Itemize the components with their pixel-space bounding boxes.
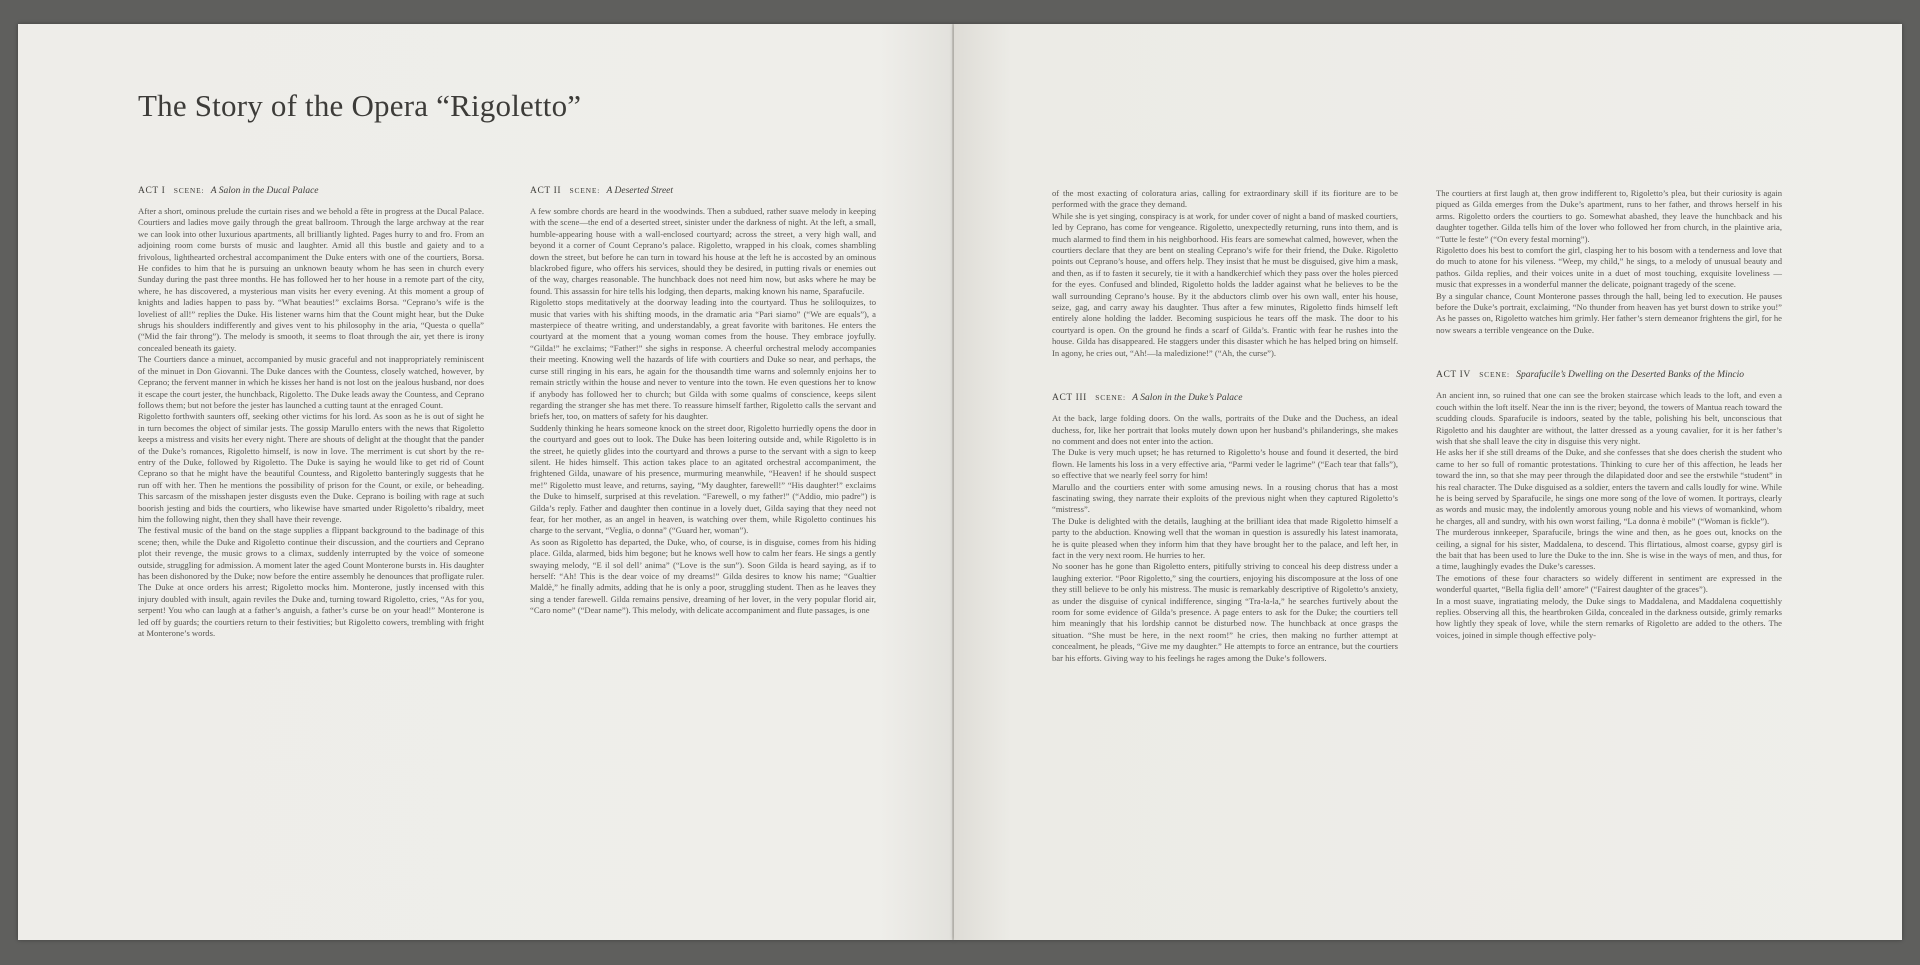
act-3-heading (1052, 393, 1398, 403)
paragraph: No sooner has he gone than Rigoletto enters, pitifully striving to conceal his deep distress under a laughing exterior. “Poor Rigoletto,” sing the courtiers, enjoying his discomposure at the loss of one they still believe to be only his mistress. The music is remarkably descriptive of Rigoletto’s anxiety, as under the disguise of cynical indifference, singing “Tra-la-la,” he searches furtively about the room for some evidence of Gilda’s presence. A page enters to ask for the Duke; the courtiers tell him meaningly that his lordship cannot be disturbed now. The hunchback at once grasps the situation. “She must be here, in the next room!” he cries, then making no further attempt at concealment, he pleads, “Give me my daughter.” He attempts to force an entrance, but the courtiers bar his efforts. Giving way to his feelings he rages among the Duke’s followers. (1052, 561, 1398, 663)
left-page (18, 24, 954, 940)
page-title: The Story of the Opera “Rigoletto” (138, 88, 582, 123)
paragraph: At the back, large folding doors. On the walls, portraits of the Duke and the Duchess, an ideal duchess, for, like her portrait that looks mutely down upon her husband’s philanderings, she makes no comment and does not enter into the action. (1052, 413, 1398, 446)
column-act-2-3 (1052, 188, 1398, 664)
scene-label: SCENE: (1479, 370, 1510, 380)
column-act-2 (530, 186, 876, 617)
album-spread (18, 24, 1902, 940)
paragraph: As soon as Rigoletto has departed, the Duke, who, of course, is in disguise, comes from his hiding place. Gilda, alarmed, bids him begone; but he knows well how to calm her fears. He sings a gently swaying melody, “E il sol dell’ anima” (“Love is the sun”). Soon Gilda is heard saying, as if to herself: “Ah! This is the dear voice of my dreams!” Gilda desires to know his name; “Gualtier Maldè,” he finally admits, adding that he is only a poor, struggling student. Then as he leaves they sing a tender farewell. Gilda remains pensive, dreaming of her lover, in the very popular florid air, “Caro nome” (“Dear name”). This melody, with delicate accompaniment and flute passages, is one (530, 536, 876, 616)
paragraph: Rigoletto forthwith saunters off, seeking other victims for his lord. As soon as he is out of sight he in turn becomes the object of similar jests. The gossip Marullo enters with the news that Rigoletto keeps a mistress and visits her every night. There are shouts of delight at the thought that the pander of the Duke’s romances, Rigoletto himself, is now in love. The merriment is cut short by the re-entry of the Duke, followed by Rigoletto. The Duke is saying he would like to get rid of Count Ceprano so that he might have the beautiful Countess, and Rigoletto banteringly suggests that he run off with her. Then he mentions the possibility of prison for the Count, or exile, or beheading. This sarcasm of the misshapen jester disgusts even the Duke. Ceprano is boiling with rage at such boorish jesting and bids the courtiers, who likewise have smarted under Rigoletto’s ribaldry, meet him the following night, then they shall have their revenge. (138, 411, 484, 524)
scene-place: A Salon in the Duke’s Palace (1132, 393, 1243, 404)
paragraph: The Duke is very much upset; he has returned to Rigoletto’s house and found it deserted, the bird flown. He laments his loss in a very effective aria, “Parmi veder le lagrime” (“Each tear that falls”), so effective that we nearly feel sorry for him! (1052, 447, 1398, 481)
act-label: ACT IV (1436, 370, 1471, 381)
paragraph: Marullo and the courtiers enter with some amusing news. In a rousing chorus that has a most fascinating swing, they narrate their exploits of the previous night when they captured Rigoletto’s “mistress”. (1052, 481, 1398, 515)
act-label: ACT I (138, 186, 166, 196)
scene-place: A Deserted Street (606, 186, 674, 196)
right-page (954, 24, 1902, 940)
paragraph: By a singular chance, Count Monterone passes through the hall, being led to execution. He pauses before the Duke’s portrait, exclaiming, “No thunder from heaven has yet burst down to strike you!” As he passes on, Rigoletto watches him grimly. Her father’s stern demeanor frightens the girl, for he now swears a terrible vengeance on the Duke. (1436, 290, 1782, 335)
paragraph: The Duke is delighted with the details, laughing at the brilliant idea that made Rigoletto himself a party to the abduction. Knowing well that the woman in question is assuredly his latest inamorata, he is quite pleased when they inform him that they have brought her to the palace, and left her, in fact in the very next room. He hurries to her. (1052, 515, 1398, 560)
scene-place: Sparafucile’s Dwelling on the Deserted Banks of the Mincio (1516, 370, 1745, 381)
paragraph: A few sombre chords are heard in the woodwinds. Then a subdued, rather suave melody in keeping with the scene—the end of a deserted street, sinister under the darkness of night. At the left, a small, humble-appearing house with a wall-enclosed courtyard; across the street, a very high wall, and beyond it a corner of Count Ceprano’s palace. Rigoletto, wrapped in his cloak, comes shambling down the street, but before he can turn in toward his house at the left he is accosted by an ominous blackrobed figure, who offers his services, should they be desired, in putting rivals or enemies out of the way, charges reasonable. The hunchback does not need him now, but asks where he may be found. This assassin for hire tells his lodging, then departs, making known his name, Sparafucile. (530, 206, 876, 296)
paragraph: He asks her if she still dreams of the Duke, and she confesses that she does cherish the student who came to her so full of romantic protestations. Thinking to cure her of this affection, he leads her toward the inn, so that she may peer through the dilapidated door and see the erstwhile “student” in his real character. The Duke disguised as a soldier, enters the tavern and calls loudly for wine. While he is being served by Sparafucile, he sings one more song of the love of women. It portrays, clearly as words and music may, the indolently amorous young noble and his views of womankind, whom he charges, all and sundry, with his own worst failing, “La donna è mobile” (“Woman is fickle”). (1436, 447, 1782, 526)
scene-place: A Salon in the Ducal Palace (210, 186, 319, 196)
paragraph: In a most suave, ingratiating melody, the Duke sings to Maddalena, and Maddalena coquettishly replies. Observing all this, the heartbroken Gilda, concealed in the darkness outside, grimly remarks how lightly they speak of love, while the stern remarks of Rigoletto are added to the others. The voices, joined in simple though effective poly- (1436, 595, 1782, 640)
scene-label: SCENE: (1095, 393, 1126, 403)
paragraph: After a short, ominous prelude the curtain rises and we behold a fête in progress at the Ducal Palace. Courtiers and ladies move gaily through the great ballroom. Through the large archway at the rear we can look into other luxurious apartments, all brilliantly lighted. Pages hurry to and fro. From an adjoining room come bursts of music and laughter. Amid all this bustle and gaiety and to a frivolous, lighthearted orchestral accompaniment the Duke enters with one of the courtiers, Borsa. He confides to him that he is pursuing an unknown beauty whom he has seen in church every Sunday during the past three months. He has followed her to her house in a remote part of the city, where, he has discovered, a mysterious man visits her every evening. At this moment a group of knights and ladies happen to pass by. “What beauties!” exclaims Borsa. “Ceprano’s wife is the loveliest of all!” replies the Duke. His listener warns him that the Count might hear, but the Duke shrugs his shoulders indifferently and gives vent to his philosophy in the aria, “Questa o quella” (“Mid the fair throng”). The melody is smooth, it seems to float through the air, yet there is irony concealed beneath its gaiety. (138, 206, 484, 353)
act-1-heading (138, 186, 484, 196)
paragraph: The murderous innkeeper, Sparafucile, brings the wine and then, as he goes out, knocks on the ceiling, a signal for his sister, Maddalena, to descend. This flirtatious, almost coarse, gypsy girl is the bait that has been used to lure the Duke to the inn. She is wise in the ways of men, and thus, for a time, laughingly evades the Duke’s caresses. (1436, 527, 1782, 572)
scene-label: SCENE: (173, 186, 205, 195)
column-act-1 (138, 186, 484, 639)
act-4-heading (1436, 370, 1782, 380)
paragraph: The emotions of these four characters so widely different in sentiment are expressed in the wonderful quartet, “Bella figlia dell’ amore” (“Fairest daughter of the graces”). (1436, 572, 1782, 595)
scene-label: SCENE: (569, 186, 601, 195)
paragraph: The Courtiers dance a minuet, accompanied by music graceful and not inappropriately reminiscent of the minuet in Don Giovanni. The Duke dances with the Countess, closely watched, however, by Ceprano; the fervent manner in which he kisses her hand is not lost on the jealous husband, nor does it escape the court jester, the hunchback, Rigoletto. The Duke leads away the Countess, and Ceprano follows them; but not before the jester has launched a cutting taunt at the enraged Count. (138, 354, 484, 410)
paragraph: The courtiers at first laugh at, then grow indifferent to, Rigoletto’s plea, but their curiosity is again piqued as Gilda emerges from the Duke’s apartment, runs to her father, and throws herself in his arms. Rigoletto orders the courtiers to go. Somewhat abashed, they leave the hunchback and his daughter together. Gilda tells him of the lover who followed her from church, in the plaintive aria, “Tutte le feste” (“On every festal morning”). (1436, 188, 1782, 244)
paragraph: While she is yet singing, conspiracy is at work, for under cover of night a band of masked courtiers, led by Ceprano, has come for vengeance. Rigoletto, unexpectedly returning, runs into them, and is much alarmed to find them in his neighborhood. His fears are somewhat calmed, however, when the courtiers declare that they are bent on stealing Ceprano’s wife for their friend, the Duke. Rigoletto points out Ceprano’s house, and offers help. They insist that he must be disguised, give him a mask, and then, as if to fasten it securely, tie it with a handkerchief which they pass over the holes pierced for the eyes. Confused and blinded, Rigoletto holds the ladder against what he believes to be the wall surrounding Ceprano’s house. By it the abductors climb over his own wall, enter his house, seize, gag, and carry away his daughter. Thus after a few minutes, Rigoletto finds himself left entirely alone holding the ladder. Becoming suspicious he tears off the mask. The door to his courtyard is open. On the ground he finds a scarf of Gilda’s. Frantic with fear he rushes into the house. Gilda has disappeared. He staggers under this disaster which he has helped bring on himself. In agony, he cries out, “Ah!—la maledizione!” (“Ah, the curse”). (1052, 210, 1398, 358)
paragraph: The festival music of the band on the stage supplies a flippant background to the badinage of this scene; then, while the Duke and Rigoletto continue their discussion, and the courtiers and Ceprano plot their revenge, the music grows to a climax, suddenly interrupted by the voice of someone outside, struggling for admission. A moment later the aged Count Monterone bursts in. His daughter has been dishonored by the Duke; now before the entire assembly he denounces that profligate ruler. The Duke at once orders his arrest; Rigoletto mocks him. Monterone, justly incensed with this injury doubled with insult, again reviles the Duke and, turning toward Rigoletto, cries, “As for you, serpent! You who can laugh at a father’s anguish, a father’s curse be on your head!” Monterone is led off by guards; the courtiers return to their festivities; but Rigoletto cowers, trembling with fright at Monterone’s words. (138, 525, 484, 639)
paragraph: Rigoletto does his best to comfort the girl, clasping her to his bosom with a tenderness and love that do much to atone for his vileness. “Weep, my child,” he sings, to a melody of unusual beauty and pathos. Gilda replies, and their voices unite in a duet of most touching, exquisite loveliness — music that expresses in a wonderful manner the delicate, poignant tragedy of the scene. (1436, 245, 1782, 290)
paragraph: of the most exacting of coloratura arias, calling for extraordinary skill if its fioriture are to be performed with the grace they demand. (1052, 188, 1398, 210)
act-2-heading (530, 186, 876, 196)
paragraph: Suddenly thinking he hears someone knock on the street door, Rigoletto hurriedly opens the door in the courtyard and goes out to look. The Duke has been loitering outside and, while Rigoletto is in the street, he quietly glides into the courtyard and throws a purse to the servant with a sign to keep silent. He hides himself. This action takes place to an agitated orchestral accompaniment, the frightened Gilda, unaware of his presence, murmuring meanwhile, “Heaven! if he should suspect me!” Rigoletto must leave, and returns, saying, “My daughter, farewell!” “His daughter!” exclaims the Duke to himself, surprised at this revelation. “Farewell, o my father!” (“Addio, mio padre”) is Gilda’s reply. Father and daughter then continue in a lovely duet, Gilda saying that they need not fear, for her mother, as an angel in heaven, is watching over them, while Rigoletto continues his charge to the servant, “Veglia, o donna” (“Guard her, woman”). (530, 422, 876, 536)
paragraph: Rigoletto stops meditatively at the doorway leading into the courtyard. Thus he soliloquizes, to music that varies with his shifting moods, in the dramatic aria “Pari siamo” (“We are equals”), a masterpiece of theatre writing, and understandably, a great favorite with baritones. He enters the courtyard at the moment that a young woman comes from the house. They embrace joyfully. “Gilda!” he exclaims; “Father!” she sighs in response. A cheerful orchestral melody accompanies their meeting. Knowing well the hazards of life with courtiers and Duke so near, and perhaps, the curse still ringing in his ears, he again for the thousandth time warns and solemnly enjoins her to remain strictly within the house and never to venture into the town. He even questions her to know if anybody has followed her to church; but Gilda with some qualms of conscience, keeps silent regarding the stranger she has met there. To reassure himself farther, Rigoletto calls the servant and briefs her, too, on matters of safety for his daughter. (530, 297, 876, 422)
act-label: ACT III (1052, 393, 1087, 404)
column-act-3-4 (1436, 188, 1782, 641)
paragraph: An ancient inn, so ruined that one can see the broken staircase which leads to the loft, and even a couch within the loft itself. Near the inn is the river; beyond, the towers of Mantua reach toward the scudding clouds. Sparafucile is indoors, seated by the table, polishing his belt, unconscious that Rigoletto and his daughter are without, the latter dressed as a young cavalier, for it is her father’s wish that she shall leave the city in disguise this very night. (1436, 390, 1782, 446)
act-label: ACT II (530, 186, 562, 196)
